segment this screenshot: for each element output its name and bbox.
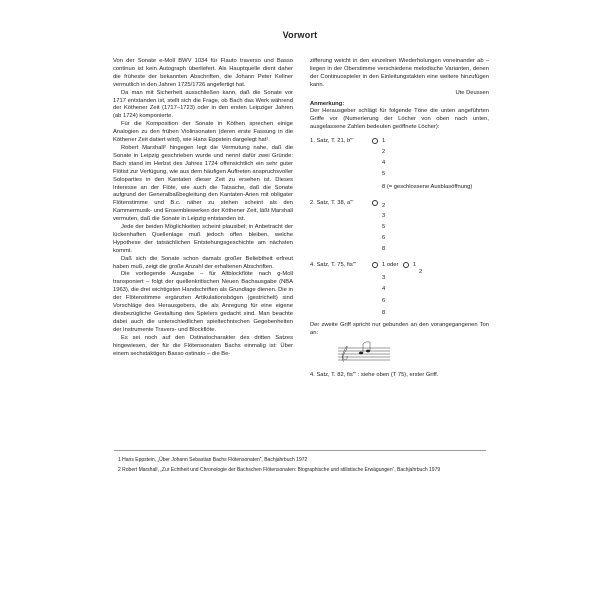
footnote-divider — [114, 450, 486, 451]
paragraph: Da man mit Sicherheit ausschließen kann, daß die Sonate vor 1717 entstanden ist, stellt sich die Frage, ob Bach das Werk während der Köthener Zeit (1717–1723) oder in den ersten Leipziger Jahren (ab 1724) komponierte. — [113, 89, 293, 120]
signature: Ute Deussen — [455, 89, 489, 96]
hole-icon — [372, 262, 378, 270]
paragraph: Robert Marshall² hingegen legt die Vermutung nahe, daß die Sonate in Leipzig geschrieben wurde und nennt dafür zwei Gründe: Bach stand im Herbst des Jahres 1724 offensichtlich ein sehr guter Flötist zur Verfügung, wie aus dem häufigen Auftreten anspruchsvoller Soloparties in den Kantaten dieser Zeit zu ersehen ist. Dieses Interesse an der Flöte, wie auch die Tatsache, daß die Sonate aufgrund der Generalbaßbegleitung den Kantaten-Arien mit obligater Flötenstimme und B.c. näher zu stehen scheint als den Kammermusik- und Ensemblewerken der Köthener Zeit, läßt Marshall vermuten, daß die Sonate in Leipzig entstanden ist. — [113, 144, 293, 223]
finger-number: 6 — [382, 298, 386, 305]
right-column — [310, 58, 489, 380]
finger-number: 3 — [382, 213, 386, 220]
finger-number: 6 — [382, 235, 386, 242]
left-column — [113, 58, 293, 358]
finger-number: 5 — [382, 224, 386, 231]
finger-number: 2 — [382, 203, 386, 210]
paragraph: zifferung weicht in den einzelnen Wiederholungen voneinander ab – liegen in der Oberstimme verschiedene melodische Varianten, denen der Continuospieler in den Einleitungstakten eine weitere hinzufügen kann. — [310, 58, 489, 88]
footnotes — [118, 455, 440, 475]
paragraph: Jede der beiden Möglichkeiten scheint plausibel; in Anbetracht der lückenhaften Quellenlage muß jedoch offen bleiben, welche Hypothese der tatsächlichen Entstehungsgeschichte am nächsten kommt. — [113, 224, 293, 254]
annotation-heading: Anmerkung: — [310, 100, 345, 107]
hole-icon — [403, 262, 409, 270]
paragraph: Daß sich die Sonate schon damals großer Beliebtheit erfreut haben muß, zeigt die große Anzahl der erhaltenen Abschriften. — [113, 255, 293, 270]
finger-number: 2 — [382, 149, 386, 156]
paragraph: Von der Sonate e-Moll BWV 1034 für Flauto traverso und Basso continuo ist kein Autograph überliefert. Als Hauptquelle dient daher die früheste der bekannten Abschriften, die Johann Peter Kellner vermutlich in den Jahren 1725/1726 angefertigt hat. — [113, 58, 293, 88]
finger-number: 8 (= geschlossene Ausblasöffnung) — [382, 184, 473, 191]
hole-icon — [372, 200, 378, 208]
fingering-3 — [310, 262, 489, 320]
finger-number: 4 — [382, 160, 386, 167]
finger-number: 4 — [382, 286, 386, 293]
annotation-text: Der Herausgeber schlägt für folgende Töne die unten angeführten Griffe vor (Numerierung der Löcher von oben nach unten, ausgelassene Zahlen bedeuten geöffnete Löcher): — [310, 108, 489, 131]
music-notation-icon — [310, 340, 489, 370]
finger-number: 3 — [382, 275, 386, 282]
finger-number: 1 oder — [382, 262, 399, 269]
fingering-2 — [310, 200, 489, 256]
fingering-label: 4. Satz, T. 75, fis''' — [310, 262, 357, 269]
fingering-1 — [310, 138, 489, 194]
page-title: Vorwort — [282, 30, 318, 40]
finger-number: 8 — [382, 246, 386, 253]
finger-number: 1 — [382, 138, 386, 145]
fingering-4: 4. Satz, T. 82, fis''' : siehe oben (T 75), erster Griff. — [310, 371, 439, 378]
fingering-label: 1. Satz, T. 21, b''' — [310, 138, 354, 145]
fingering-label: 2. Satz, T. 38, a''' — [310, 200, 354, 207]
paragraph: Für die Komposition der Sonate in Köthen sprechen einige Analogien zu den frühen Violinsonaten (deren erste Fassung in die Köthener Zeit datiert wird), wie Hans Eppstein dargelegt hat¹. — [113, 121, 293, 144]
hole-icon — [372, 138, 378, 146]
finger-number: 5 — [382, 171, 386, 178]
footnote: 2 Robert Marshall, „Zur Echtheit und Chronologie der Bachschen Flötensonaten: Biographische und stilistische Erwägungen“, Bachjahrbuch 1979 — [118, 467, 441, 473]
finger-number: 2 — [419, 269, 423, 276]
paragraph: Die vorliegende Ausgabe – für Altblockflöte nach g-Moll transponiert – folgt der quellenkritischen Neuen Bachausgabe (NBA 1963), die drei wichtigsten Handschriften als Grundlage dienen. Die in der Flötenstimme ergänzten Artikulationsbögen (gestrichelt) sind Vorschläge des Herausgebers, die als Anregung für eine eigene diesbezügliche Gestaltung des Spielers gedacht sind. Man beachte dabei auch die unterschiedlichen spieltechnischen Gegebenheiten der Instrumente Travers- und Blockflöte. — [113, 271, 293, 333]
finger-number: 8 — [382, 310, 386, 317]
finger-number: 1 — [413, 262, 417, 269]
paragraph: Es sei noch auf den Ostinatocharakter des dritten Satzes hingewiesen, der für die Flötensonaten Bachs einmalig ist: Über einem sechstaktigen Basso ostinato – die Be- — [113, 334, 293, 357]
footnote: 1 Hans Eppstein, „Über Johann Sebastian Bachs Flötensonaten“, Bachjahrbuch 1972 — [118, 457, 308, 463]
zweite-griff-text: Der zweite Griff spricht nur gebunden an den vorangegangenen Ton an: — [310, 322, 489, 337]
